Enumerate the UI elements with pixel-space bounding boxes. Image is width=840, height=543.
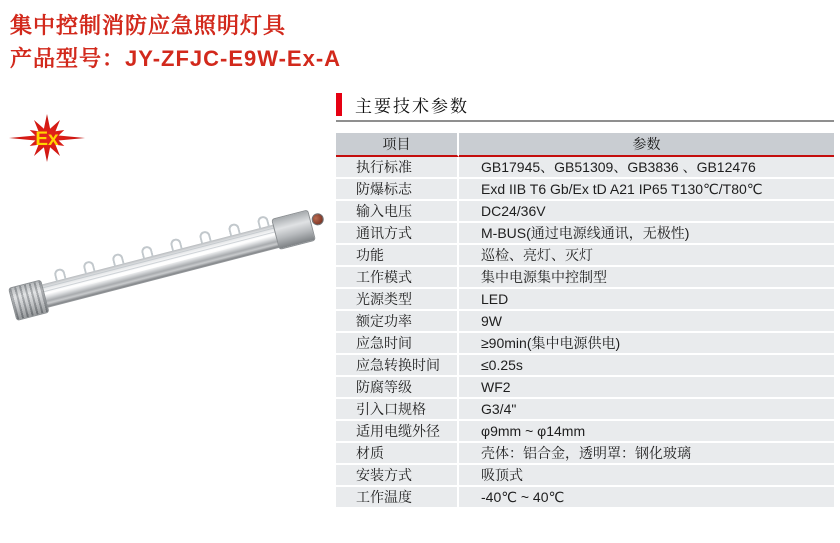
table-row [336, 399, 834, 421]
table-row [336, 289, 834, 311]
row-label: 应急时间 [336, 333, 459, 355]
table-row [336, 465, 834, 487]
spec-table [336, 133, 834, 509]
row-label: 安装方式 [336, 465, 459, 487]
section-header [336, 92, 834, 116]
table-row [336, 333, 834, 355]
row-value: WF2 [459, 377, 834, 399]
row-label: 通讯方式 [336, 223, 459, 245]
row-value: Exd IIB T6 Gb/Ex tD A21 IP65 T130℃/T80℃ [459, 179, 834, 201]
row-label: 光源类型 [336, 289, 459, 311]
row-label: 应急转换时间 [336, 355, 459, 377]
row-label: 防爆标志 [336, 179, 459, 201]
row-value: 吸顶式 [459, 465, 834, 487]
row-value: ≤0.25s [459, 355, 834, 377]
spec-section [336, 92, 834, 509]
table-row [336, 487, 834, 509]
product-title-block [10, 9, 341, 75]
row-value: GB17945、GB51309、GB3836 、GB12476 [459, 157, 834, 179]
section-title: 主要技术参数 [355, 96, 469, 116]
section-underline [336, 120, 834, 122]
row-value: 9W [459, 311, 834, 333]
table-row [336, 311, 834, 333]
lamp-fixture [19, 217, 308, 313]
row-value: LED [459, 289, 834, 311]
cage-wire [38, 224, 305, 294]
cage-wire [37, 220, 304, 290]
col-header-parameter: 参数 [459, 133, 834, 157]
table-row [336, 157, 834, 179]
row-label: 执行标准 [336, 157, 459, 179]
table-row [336, 421, 834, 443]
row-value: -40℃ ~ 40℃ [459, 487, 834, 509]
table-row [336, 223, 834, 245]
lamp-cable-gland [310, 212, 325, 227]
row-value: 壳体：铝合金，透明罩：钢化玻璃 [459, 443, 834, 465]
table-row [336, 245, 834, 267]
row-label: 工作模式 [336, 267, 459, 289]
product-name: 集中控制消防应急照明灯具 [10, 13, 287, 38]
row-label: 输入电压 [336, 201, 459, 223]
table-header-row [336, 133, 834, 157]
table-row [336, 179, 834, 201]
table-row [336, 267, 834, 289]
ex-explosionproof-badge [6, 106, 88, 170]
row-value: 集中电源集中控制型 [459, 267, 834, 289]
row-value: M-BUS(通过电源线通讯，无极性) [459, 223, 834, 245]
row-label: 防腐等级 [336, 377, 459, 399]
row-label: 引入口规格 [336, 399, 459, 421]
row-value: G3/4" [459, 399, 834, 421]
row-value: ≥90min(集中电源供电) [459, 333, 834, 355]
product-model: 产品型号：JY-ZFJC-E9W-Ex-A [10, 46, 342, 71]
table-row [336, 377, 834, 399]
product-image [10, 190, 332, 340]
row-label: 额定功率 [336, 311, 459, 333]
table-row [336, 355, 834, 377]
ex-badge-label: Ex [35, 129, 59, 150]
starburst-icon [6, 106, 88, 170]
red-accent-bar [336, 93, 342, 116]
table-row [336, 201, 834, 223]
col-header-item: 项目 [336, 133, 459, 157]
table-row [336, 443, 834, 465]
row-value: DC24/36V [459, 201, 834, 223]
row-value: φ9mm ~ φ14mm [459, 421, 834, 443]
row-label: 功能 [336, 245, 459, 267]
row-value: 巡检、亮灯、灭灯 [459, 245, 834, 267]
row-label: 工作温度 [336, 487, 459, 509]
row-label: 适用电缆外径 [336, 421, 459, 443]
row-label: 材质 [336, 443, 459, 465]
